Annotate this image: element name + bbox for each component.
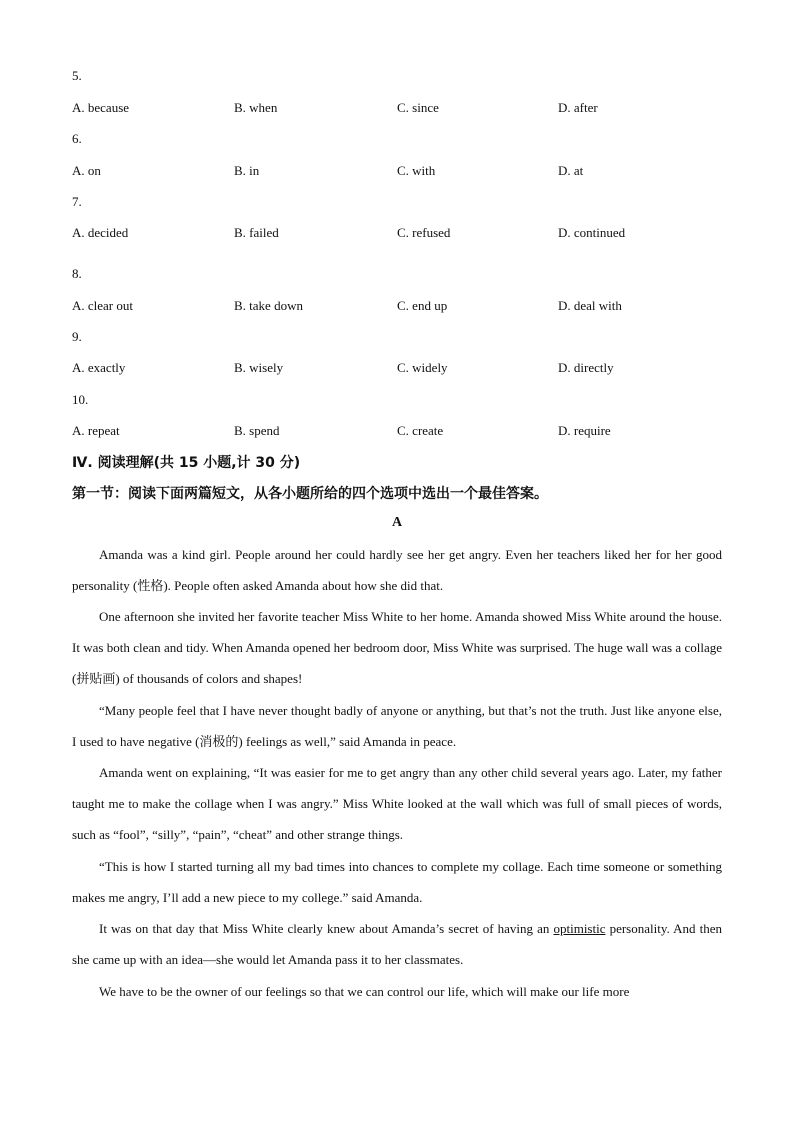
option-d: D. after: [558, 100, 598, 115]
option-c: C. with: [397, 163, 436, 178]
question-number: 5.: [72, 68, 82, 83]
question-number: 6.: [72, 131, 82, 146]
paragraph-text: “Many people feel that I have never thought badly of anyone or anything, but that’s not the truth. Just like anyone else, I used to have negative (消极的) feelings as well,” said Amanda in peace.: [72, 703, 722, 749]
option-b: B. take down: [234, 298, 303, 313]
options-row: [72, 100, 712, 116]
section-title: Ⅳ. 阅读理解(共 15 小题,计 30 分): [72, 455, 301, 471]
paragraph-text: Amanda was a kind girl. People around her could hardly see her get angry. Even her teachers liked her for her good personality (性格). People often asked Amanda about how she did that.: [72, 547, 722, 593]
question-number: 9.: [72, 329, 82, 344]
options-row: [72, 360, 712, 376]
paragraph-text: It was on that day that Miss White clearly knew about Amanda’s secret of having an: [99, 921, 554, 936]
paragraph-text: Amanda went on explaining, “It was easier for me to get angry than any other child several years ago. Later, my father taught me to make the collage when I was angry.” Miss White looked at the wall which was full of small pieces of words, such as “fool”, “silly”, “pain”, “cheat” and other strange things.: [72, 765, 722, 842]
paragraph-text: “This is how I started turning all my bad times into chances to complete my collage. Each time someone or something makes me angry, I’ll add a new piece to my college.” said Amanda.: [72, 859, 722, 905]
passage-paragraph: [72, 851, 722, 913]
passage-title: A: [391, 515, 403, 530]
options-row: [72, 225, 712, 241]
option-c: C. refused: [397, 225, 451, 240]
paragraph-text: One afternoon she invited her favorite teacher Miss White to her home. Amanda showed Miss White around the house. It was both clean and tidy. When Amanda opened her bedroom door, Miss White was surprised. The huge wall was a collage (拼贴画) of thousands of colors and shapes!: [72, 609, 722, 686]
passage-paragraph: [72, 601, 722, 694]
options-row: [72, 423, 712, 439]
paragraph-text: personality. And then she came up with an idea—she would let Amanda pass it to her classmates.: [72, 921, 722, 967]
option-b: B. failed: [234, 225, 279, 240]
option-d: D. continued: [558, 225, 626, 240]
option-b: B. in: [234, 163, 260, 178]
underlined-word: optimistic: [553, 921, 606, 936]
passage-paragraph: [72, 539, 722, 601]
passage-paragraph: [72, 757, 722, 850]
passage-paragraph: [72, 976, 722, 1007]
option-a: A. decided: [72, 225, 129, 240]
option-a: A. on: [72, 163, 101, 178]
option-c: C. create: [397, 423, 444, 438]
passage-paragraph: [72, 695, 722, 757]
question-number: 8.: [72, 266, 82, 281]
option-d: D. require: [558, 423, 611, 438]
options-row: [72, 298, 712, 314]
option-d: D. deal with: [558, 298, 622, 313]
option-a: A. repeat: [72, 423, 120, 438]
option-b: B. wisely: [234, 360, 284, 375]
option-c: C. end up: [397, 298, 448, 313]
option-a: A. because: [72, 100, 130, 115]
option-a: A. exactly: [72, 360, 126, 375]
option-d: D. at: [558, 163, 584, 178]
option-a: A. clear out: [72, 298, 134, 313]
options-row: [72, 163, 712, 179]
paragraph-text: We have to be the owner of our feelings so that we can control our life, which will make our life more: [99, 984, 630, 999]
option-b: B. spend: [234, 423, 280, 438]
question-number: 7.: [72, 194, 82, 209]
option-c: C. widely: [397, 360, 448, 375]
option-d: D. directly: [558, 360, 614, 375]
option-b: B. when: [234, 100, 278, 115]
question-number: 10.: [72, 392, 89, 407]
section-instructions: 第一节：阅读下面两篇短文，从各小题所给的四个选项中选出一个最佳答案。: [72, 486, 548, 502]
passage-paragraph: [72, 913, 722, 975]
option-c: C. since: [397, 100, 439, 115]
